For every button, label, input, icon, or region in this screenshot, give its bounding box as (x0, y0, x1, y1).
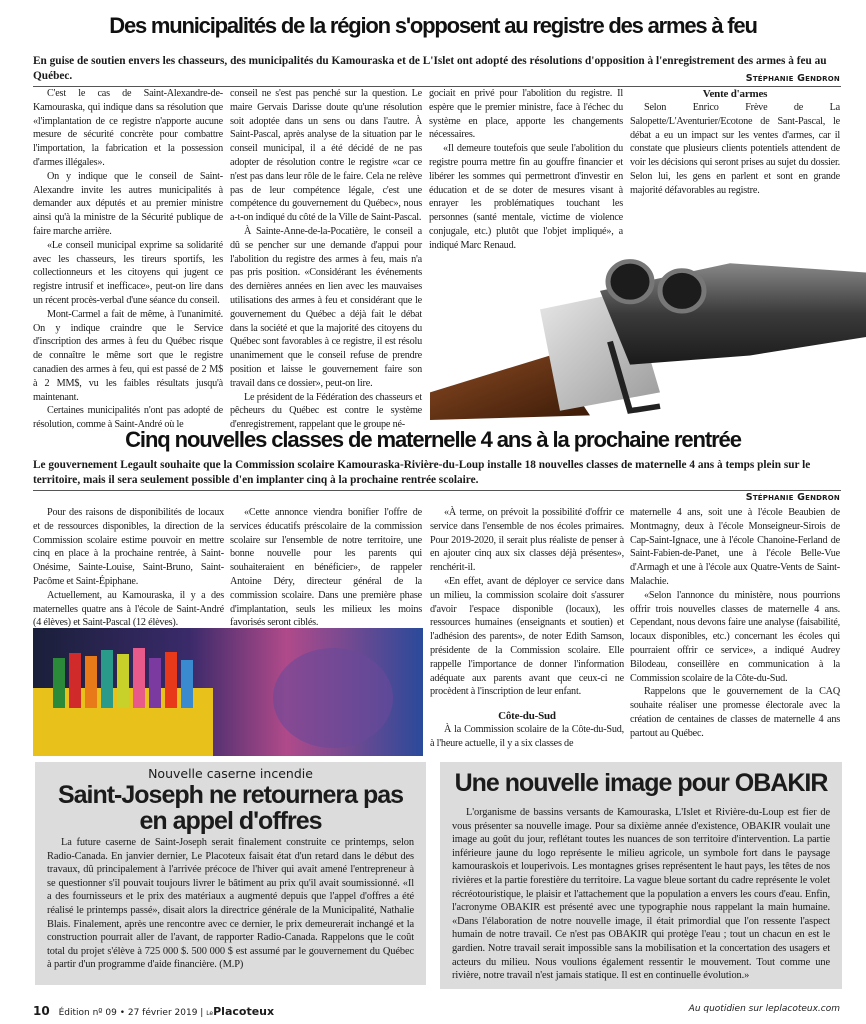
box-kicker: Nouvelle caserne incendie (148, 766, 313, 781)
paragraph: Actuellement, au Kamouraska, il y a des maternelles quatre ans à l'école de Saint-André (4 élèves) et Saint-Pascal (12 élèves). (33, 589, 224, 629)
article1-deck: En guise de soutien envers les chasseurs, des municipalités du Kamouraska et de L'Islet ont adopté des résolutions d'opposition à l'enregistrement des armes à feu au Québec. (33, 54, 841, 87)
article2-byline: Stéphanie Gendron (745, 492, 840, 503)
paragraph: «Le conseil municipal exprime sa solidarité avec les chasseurs, les tireurs sportifs, les collectionneurs et les citoyens qui jugent ce registre intrusif et inefficace», peut-on lire dans un récent procès-verbal d'une séance du conseil. (33, 239, 223, 306)
box-headline: Une nouvelle image pour OBAKIR (454, 769, 828, 797)
page-number: 10 (33, 1004, 50, 1018)
box-headline-line: Saint-Joseph ne retournera pas (57, 781, 404, 809)
paragraph: maternelle 4 ans, soit une à l'école Beaubien de Montmagny, deux à l'école Monseigneur-Sirois de Cap-Saint-Ignace, une à l'école Chanoine-Ferland de Saint-Fabien-de-Panet, une à l'école Belle-Vue d'Armagh et une à l'école aux Quatre-Vents de Saint-Malachie. (630, 507, 840, 587)
crayons-photo (33, 628, 423, 756)
edition-date: Édition nº 09 • 27 février 2019 | (58, 1008, 204, 1018)
box-headline-line: en appel d'offres (139, 807, 322, 835)
article1-byline: Stéphanie Gendron (745, 73, 840, 84)
saint-joseph-box (35, 762, 426, 985)
article2-column-1 (33, 506, 224, 630)
paragraph: Certaines municipalités n'ont pas adopté de résolution, comme à Saint-André où le (33, 405, 223, 431)
paragraph: C'est le cas de Saint-Alexandre-de-Kamouraska, qui indique dans sa résolution que «l'implantation de ce registre n'apporte aucune mesure de sécurité concrète pour combattre l'importation, la fabrication et la possession d'armes illégales». (33, 88, 223, 168)
paragraph: Mont-Carmel a fait de même, à l'unanimité. On y indique craindre que le Service d'inscription des armes à feu du Québec risque de connaître le même sort que le registre canadien des armes à feu, qui est passé de 2 M$ à 2 MM$, vu les faibles résultats jusqu'à maintenant. (33, 308, 223, 403)
paragraph: conseil ne s'est pas penché sur la question. Le maire Gervais Darisse doute qu'une résolution soit adoptée dans un sens ou dans l'autre. À Saint-Pascal, après analyse de la situation par le conseil municipal, il a été décidé de ne pas adopter de résolution contre le registre «car ce n'est pas dans leur rôle de le faire. Cela ne relève pas de leur compétence légale, c'est une compétence du gouvernement du Québec», nous a-t-on indiqué du côté de la Ville de Saint-Pascal. (230, 88, 422, 224)
footer-left (33, 1004, 274, 1018)
paragraph: Selon Enrico Frève de La Salopette/L'Aventurier/Ecotone de Sant-Pascal, le débat a eu un impact sur les ventes d'armes, car il constate que plusieurs clients potentiels attendent de voir les décisions qui seront prises au sujet du dossier. Selon lui, les gens en parlent et sont en grande majorité défavorables au registre. (630, 102, 840, 196)
article2-deck: Le gouvernement Legault souhaite que la Commission scolaire Kamouraska-Rivière-du-Loup installe 18 nouvelles classes de maternelle 4 ans à temps plein sur le territoire, mais il sera seulement possible d'en implanter cinq à la prochaine rentrée scolaire. (33, 458, 841, 491)
article1-column-1 (33, 87, 223, 432)
paragraph: «À terme, on prévoit la possibilité d'offrir ce service dans l'ensemble de nos écoles primaires. Pour 2019-2020, il serait plus réaliste de penser à en ajouter cinq aux six classes déjà présentes», renchérit-il. (430, 507, 624, 574)
article1-column-2 (230, 87, 422, 432)
paragraph: «Cette annonce viendra bonifier l'offre de services éducatifs préscolaire de la commission scolaire sur l'ensemble de notre territoire, une bonne nouvelle pour les parents qui souhaiteraient en bénéficier», de rappeler Antoine Déry, directeur général de la commission scolaire. Dans une première phase d'implantation, seuls les milieux les moins favorisés seront ciblés. (230, 507, 422, 629)
article1-headline: Des municipalités de la région s'opposent au registre des armes à feu (109, 13, 757, 38)
paragraph: gociait en privé pour l'abolition du registre. Il espère que le premier ministre, face à l'échec du système en place, apporte les changements nécessaires. (429, 88, 623, 141)
article2-column-4 (630, 506, 840, 741)
placoteux-logo: LePlacoteux (206, 1005, 275, 1018)
paragraph: Le président de la Fédération des chasseurs et pêcheurs du Québec est contre le système d'enregistrement, rappelant que le groupe né- (230, 391, 422, 431)
paragraph: «En effet, avant de déployer ce service dans un milieu, la commission scolaire doit s'assurer d'avoir l'espace disponible (locaux), les ressources humaines (enseignants et soutien) et l'adhésion des parents», de noter Edith Samson, présidente de la Commission scolaire. Elle rappelle l'importance de donner l'information adéquate aux parents avant que ceux-ci ne procèdent à l'inscription de leur enfant. (430, 575, 624, 698)
box-body: La future caserne de Saint-Joseph serait finalement construite ce printemps, selon Radio-Canada. En janvier dernier, Le Placoteux faisait état d'un retard dans le début des travaux, dû principalement à l'arrivée précoce de l'hiver qui avait amené l'entrepreneur à se questionner s'il pouvait toujours livrer le bâtiment au prix qu'il avait soumissionné. «Il a des fournisseurs et le prix des matériaux a augmenté depuis que l'appel d'offres a été réalisé le printemps passé», disait alors la directrice générale de la Municipalité, Nathalie Blais. Finalement, après une rencontre avec ce dernier, le prix demeurerait inchangé et la construction pourrait aller de l'avant, de rapporter Radio-Canada. Rappelons que le coût total du projet s'élève à 725 000 $. 500 000 $ est assumé par le gouvernement du Québec à partir d'un programme d'aide financière. (M.P) (47, 837, 414, 971)
article2-column-2 (230, 506, 422, 630)
paragraph: À la Commission scolaire de la Côte-du-Sud, à l'heure actuelle, il y a six classes de (430, 724, 624, 749)
obakir-box (440, 762, 842, 989)
website-link[interactable]: Au quotidien sur leplacoteux.com (688, 1004, 840, 1014)
paragraph: «Il demeure toutefois que seule l'abolition du registre pourra mettre fin au gouffre financier et libérer les sommes qui permettront d'investir en éducation et de se doter de mesures visant à enrayer les problématiques touchant les personnes (santé mentale, victime de violence conjugale, etc.) plutôt que l'objet impliqué», a indiqué Marc Renaud. (429, 143, 623, 251)
box-headline (35, 782, 426, 834)
shotgun-photo (430, 254, 866, 420)
article2-headline: Cinq nouvelles classes de maternelle 4 ans à la prochaine rentrée (125, 427, 741, 452)
subhead-cote-du-sud: Côte-du-Sud (498, 710, 556, 723)
paragraph: On y indique que le conseil de Saint-Alexandre invite les autres municipalités à demander aux députés et au premier ministre ainsi qu'à la ministre de la Sécurité publique de faire marche arrière. (33, 170, 223, 237)
paragraph: «Selon l'annonce du ministère, nous pourrions offrir trois nouvelles classes de maternelle 4 ans. Cependant, nous devons faire une analyse (faisabilité, locaux disponibles, etc.) concernant les écoles qui pourraient offrir ce service», a indiqué Audrey Bilodeau, conseillère en communication à la Commission scolaire de la Côte-du-Sud. (630, 589, 840, 684)
article1-column-3 (429, 87, 623, 253)
paragraph: Pour des raisons de disponibilités de locaux et de ressources disponibles, la direction de la Commission scolaire estime pouvoir en mettre cinq en place à la prochaine rentrée, à Saint-Onésime, Sainte-Louise, Saint-Bruno, Saint-Pacôme et Saint-Épiphane. (33, 507, 224, 587)
subhead-vente-darmes: Vente d'armes (702, 88, 768, 100)
box-body: L'organisme de bassins versants de Kamouraska, L'Islet et Rivière-du-Loup est fier de vous présenter sa nouvelle image. Pour sa dixième année d'existence, OBAKIR voulait une image au goût du jour, reflétant toutes les nuances de son territoire d'intervention. La partie inférieure jaune du logo représente le milieu agricole, un symbole fort dans le paysage kamouraskois et louperivois. Les montagnes grises représentent le haut pays, les têtes de nos rivières et la partie forestière du territoire. La vague bleue sortant du cadre représente le volet récréotouristique, le plaisir et l'attachement que la population a envers les cours d'eau. Enfin, l'acronyme OBAKIR est présenté avec une typographie nous rappelant la main humaine. «Dans l'élaboration de notre nouvelle image, il était primordial que l'on ressente l'aspect humain de notre travail. Ce n'est pas OBAKIR qui protège l'eau ; tout un chacun en est le gardien. Notre travail serait impossible sans la mobilisation et la concertation des usagers et acteurs du milieu. Nous voulions également ressentir le mouvement. Tout comme une rivière, notre travail n'est jamais statique. Il est en continuelle évolution.» (452, 807, 830, 982)
paragraph: À Sainte-Anne-de-la-Pocatière, le conseil a dû se pencher sur une demande d'appui pour l'abolition du registre des armes à feu, mais n'a pas pris position. «Considérant les événements des dernières années en lien avec les mauvaises utilisations des armes à feu et considérant que le gouvernement du Québec a déjà fait le débat dans la société et que la majorité des citoyens du Québec sont favorables à ce registre, il est résolu unanimement que le conseil refuse de prendre position et laisse le gouvernement faire son travail dans ce dossier», peut-on lire. (230, 225, 422, 389)
paragraph: Rappelons que le gouvernement de la CAQ souhaite réaliser une promesse électorale avec la création de centaines de classes de maternelle 4 ans partout au Québec. (630, 686, 840, 739)
article1-column-4 (630, 87, 840, 198)
article2-column-3 (430, 506, 624, 751)
